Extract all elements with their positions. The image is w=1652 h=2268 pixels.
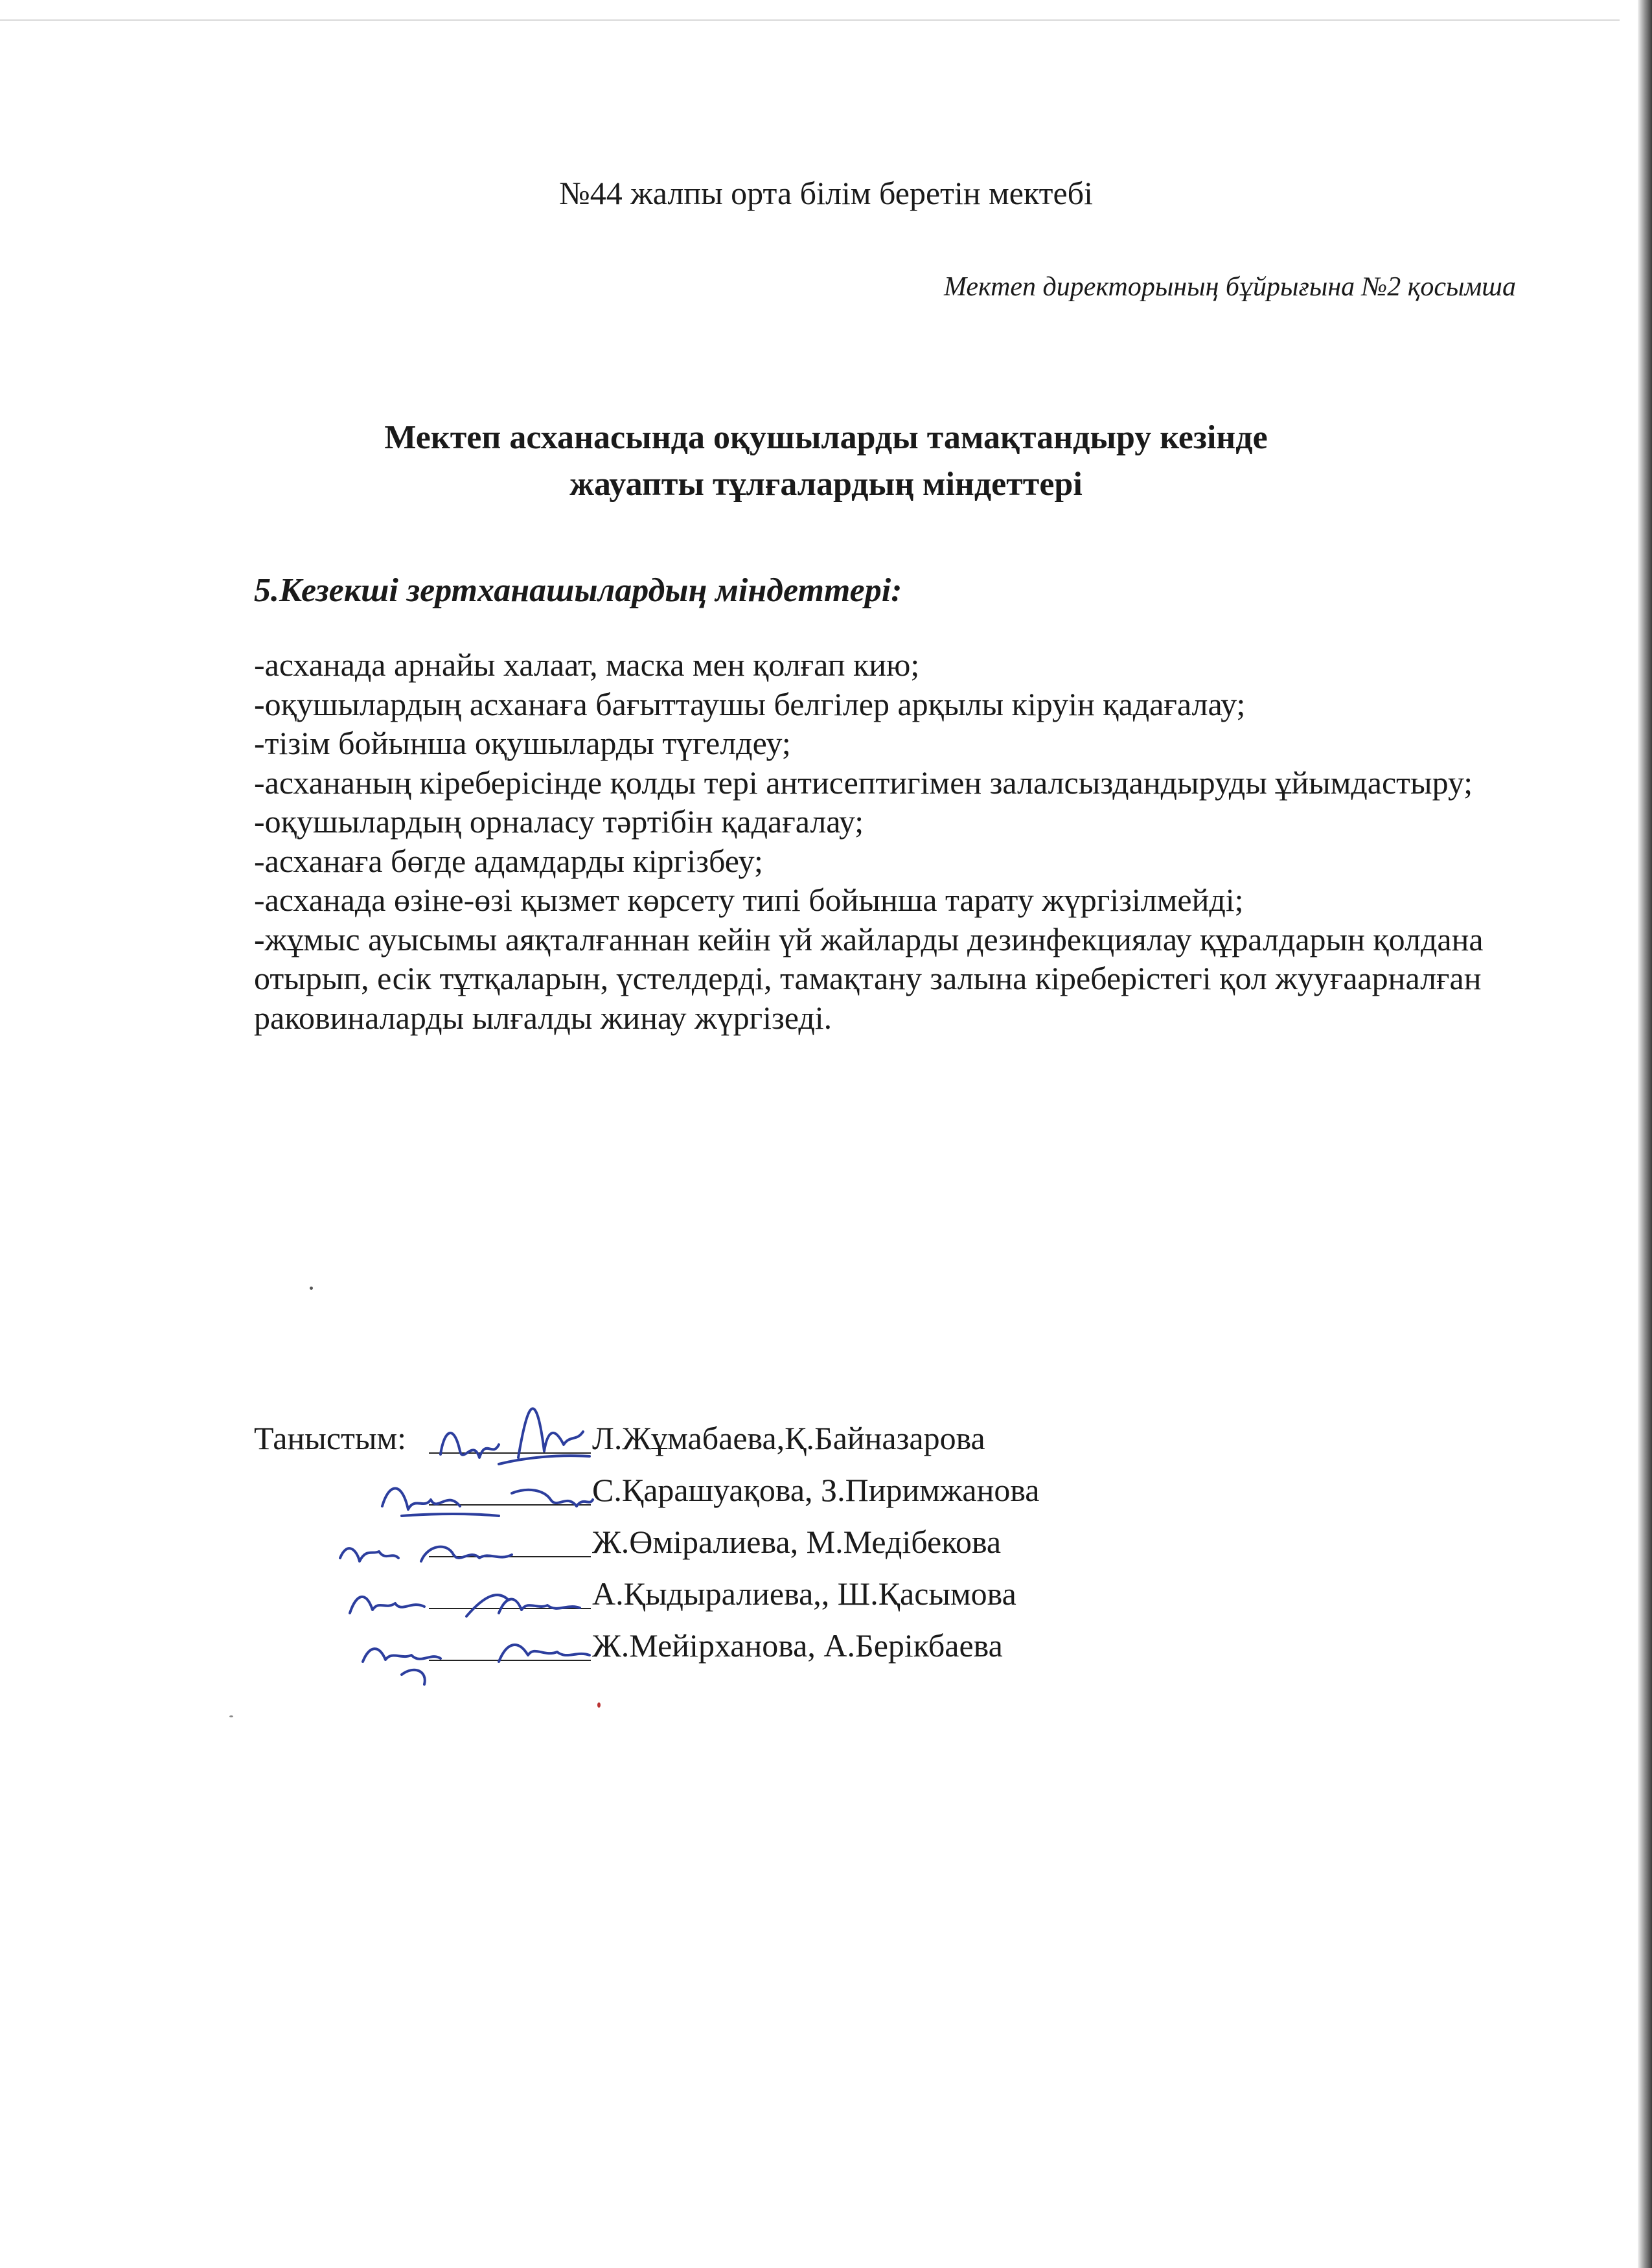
school-name: №44 жалпы орта білім беретін мектебі [559,175,1093,211]
duty-item: -асханада өзіне-өзі қызмет көрсету типі бойынша тарату жүргізілмейді; [254,882,1244,918]
duties-list [254,645,1485,1037]
duty-item: -асханада арнайы халаат, маска мен қолғап кию; [254,647,920,683]
signature-mark [512,1490,593,1506]
signature-mark [340,1548,398,1561]
signature-mark [402,1670,425,1684]
scan-speck [597,1702,601,1708]
title-line-1: Мектеп асханасында оқушыларды тамақтандыру кезінде [384,419,1268,456]
appendix-note: Мектеп директорының бұйрығына №2 қосымша [943,272,1516,302]
duty-item: -оқушылардың асханаға бағыттаушы белгілер арқылы кіруін қадағалау; [254,685,1246,722]
scan-speck [310,1287,313,1290]
signature-mark [441,1433,499,1458]
signature-mark [499,1599,580,1613]
signature-mark [518,1408,583,1458]
title-line-2: жауапты тұлғалардың міндеттері [569,466,1083,503]
signatory-names: Л.Жұмабаева,Қ.Байназарова [592,1420,985,1456]
signature-mark [363,1649,441,1662]
scan-speck [229,1715,233,1717]
signatory-names: Ж.Өміралиева, М.Медібекова [592,1524,1002,1560]
scan-edge-top [0,19,1620,21]
signature-mark [402,1514,499,1516]
scan-edge-right [1638,0,1652,2268]
duty-item: -жұмыс ауысымы аяқталғаннан кейін үй жайларды дезинфекциялау құралдарын қолдана отырып, есік тұтқаларын, үстелдерді, тамақтану залына кіреберістегі қол жууғаарналған раковиналарды ылғалды жинау жүргізеді. [254,921,1484,1036]
section-heading: 5.Кезекші зертханашылардың міндеттері: [254,572,902,609]
signature-mark [499,1645,590,1662]
signatory-names: А.Қыдыралиева,, Ш.Қасымова [592,1575,1016,1612]
signature-mark [499,1456,590,1464]
duty-item: -оқушылардың орналасу тәртібін қадағалау; [254,803,864,840]
duty-item: -асхананың кіреберісінде қолды тері антисептигімен залалсыздандыруды ұйымдастыру; [254,764,1473,801]
signatory-names: С.Қарашуақова, З.Пиримжанова [592,1472,1040,1508]
signatory-names: Ж.Мейірханова, А.Берікбаева [592,1627,1003,1664]
duty-item: -асханаға бөгде адамдарды кіргізбеу; [254,842,763,879]
signature-mark [421,1547,512,1561]
handwritten-signatures [304,1360,615,1697]
duty-item: -тізім бойынша оқушыларды түгелдеу; [254,725,791,761]
acknowledgement-label: Таныстым: [254,1420,407,1456]
signature-mark [350,1597,424,1613]
signature-mark [382,1489,460,1510]
document-title [0,415,1652,508]
